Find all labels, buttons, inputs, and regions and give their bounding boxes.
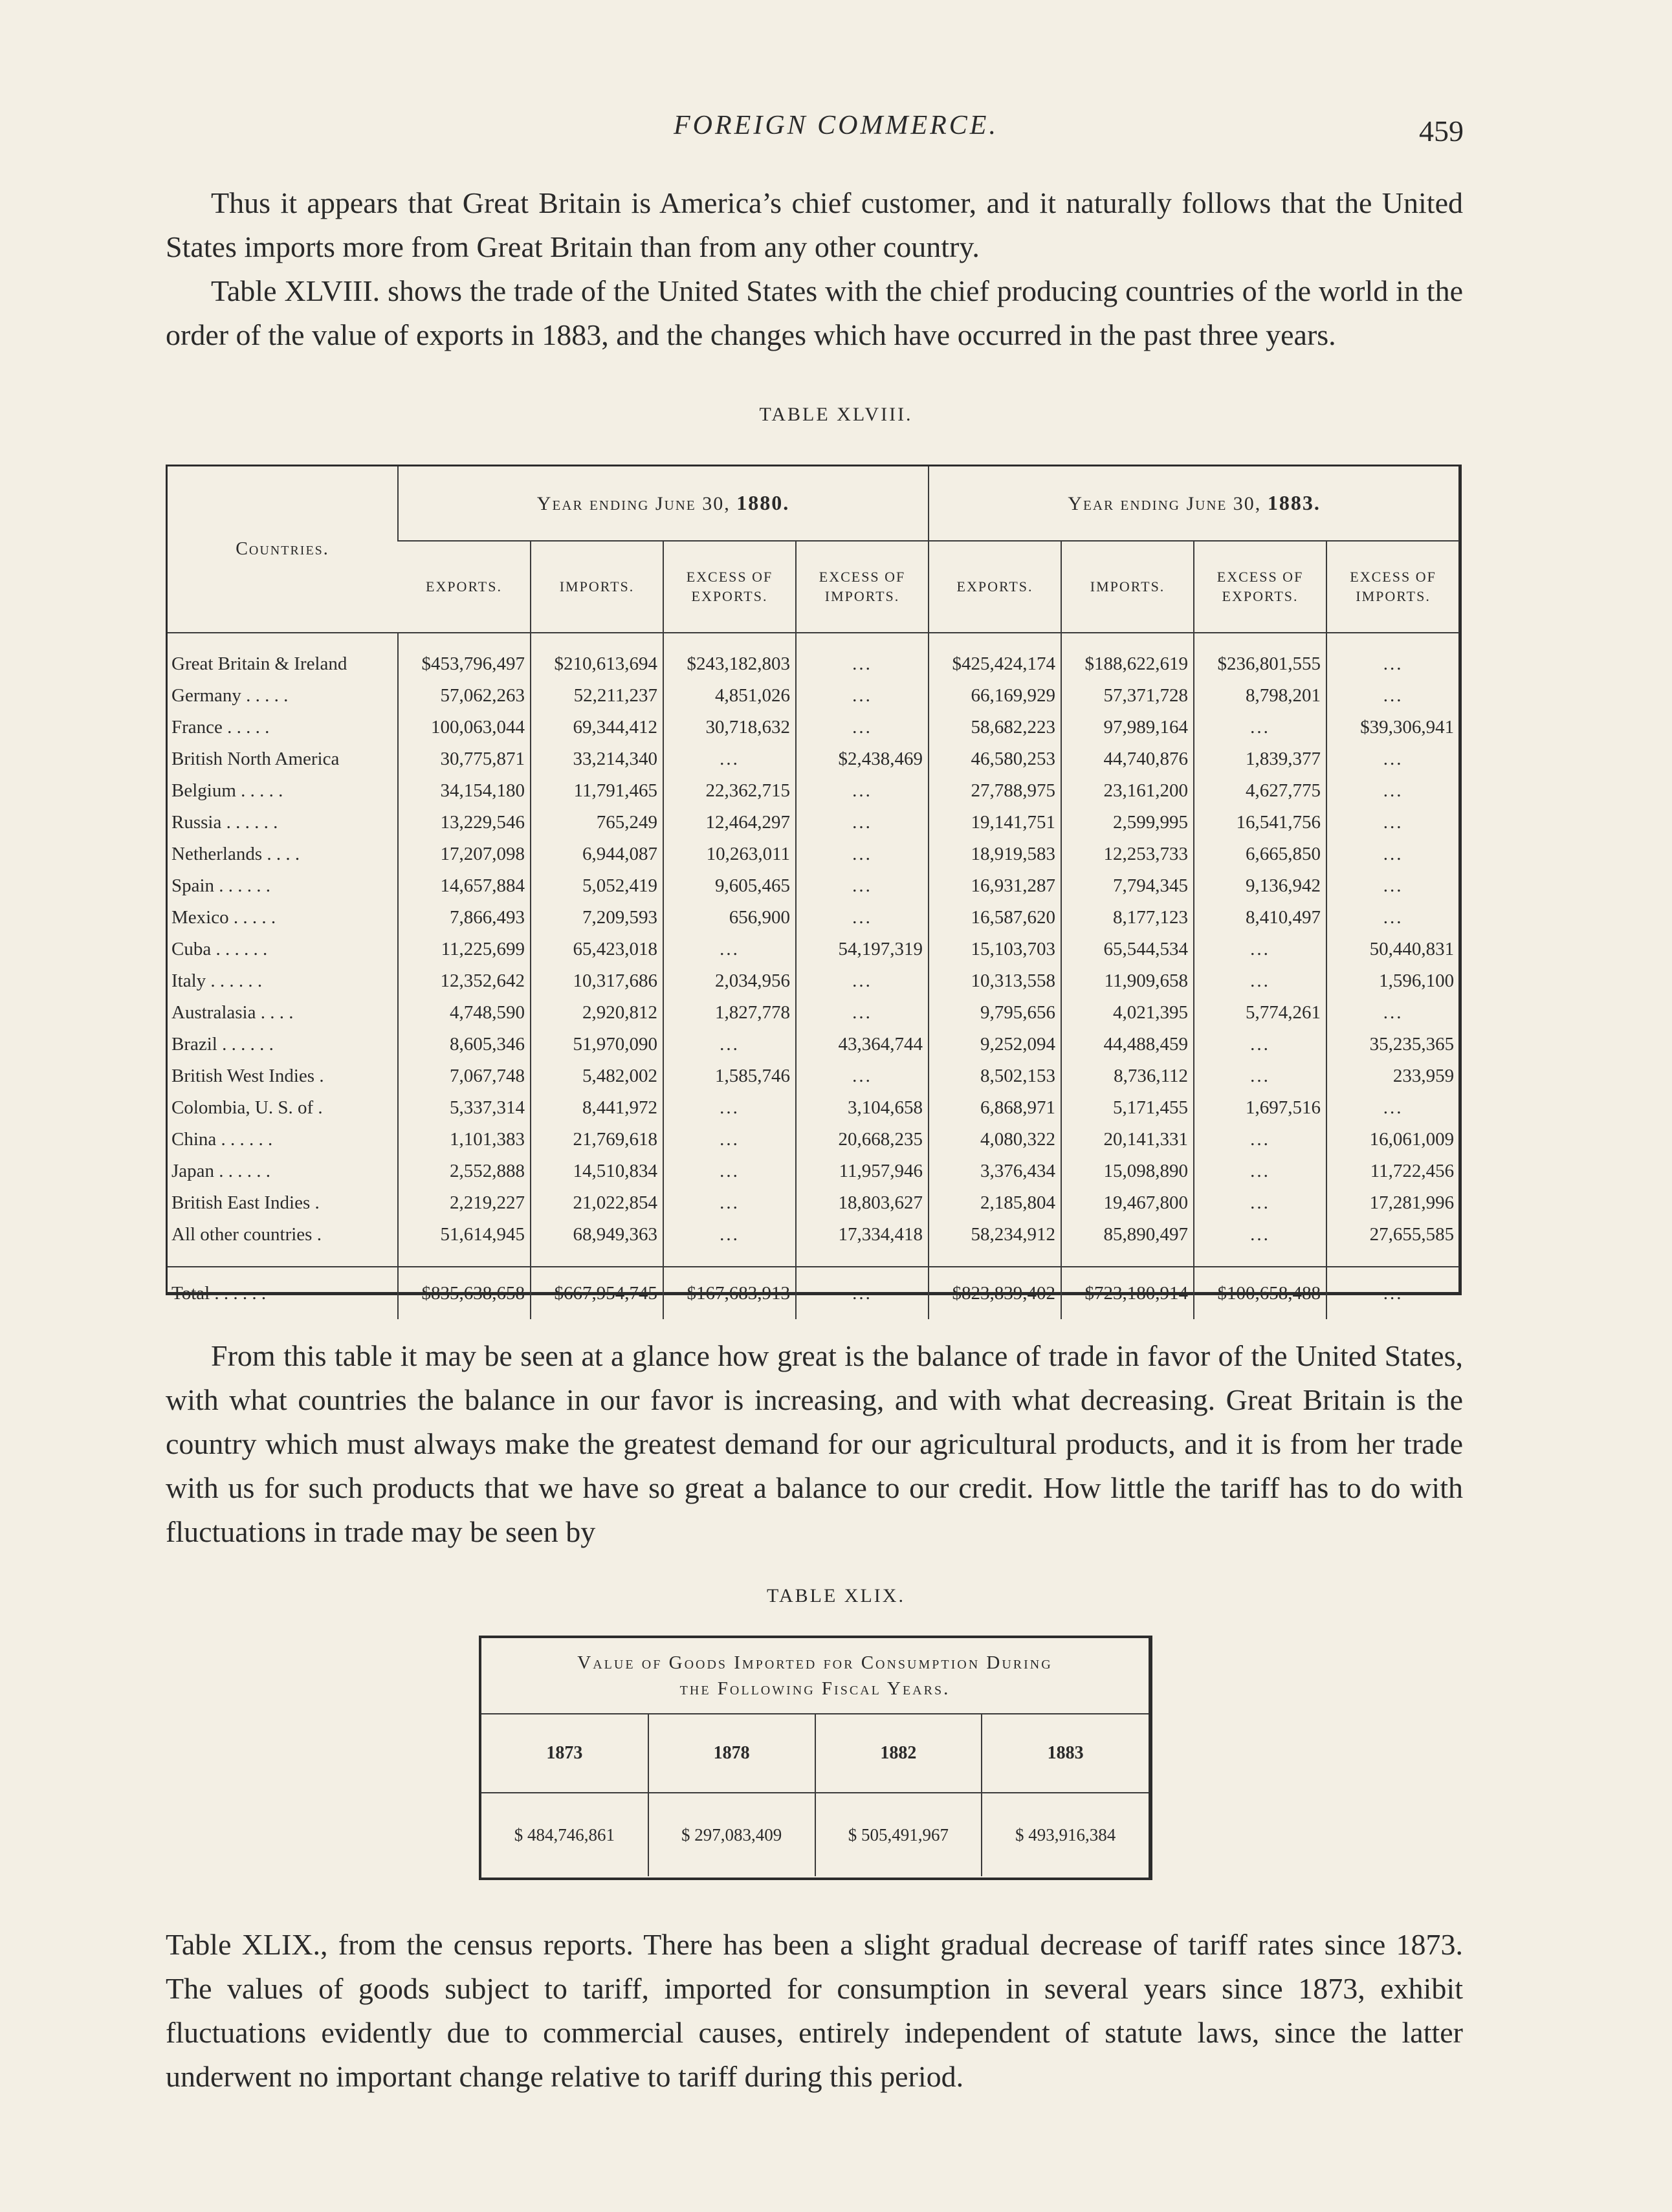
table-cell: 6,944,087: [531, 838, 663, 870]
table-cell: 21,022,854: [531, 1187, 663, 1219]
table-cell: 14,510,834: [531, 1155, 663, 1187]
table-cell: 68,949,363: [531, 1219, 663, 1267]
table-cell: ...: [663, 1155, 796, 1187]
year-header: 1883: [982, 1714, 1149, 1793]
year-1883: 1883.: [1267, 491, 1321, 514]
table-cell: $243,182,803: [663, 633, 796, 680]
column-header: EXPORTS.: [929, 541, 1061, 633]
table-cell: 7,794,345: [1061, 870, 1194, 902]
table-cell: ...: [663, 934, 796, 965]
table-row: [168, 1219, 1459, 1267]
table-cell: 7,866,493: [398, 902, 531, 934]
countries-header: Countries.: [168, 466, 398, 633]
table-cell: 51,614,945: [398, 1219, 531, 1267]
table-cell: 15,098,890: [1061, 1155, 1194, 1187]
table-row: [168, 902, 1459, 934]
column-header: EXCESS OF IMPORTS.: [1326, 541, 1459, 633]
table-cell: 43,364,744: [796, 1029, 929, 1060]
table-cell: 11,791,465: [531, 775, 663, 807]
table-cell: 3,376,434: [929, 1155, 1061, 1187]
column-header: EXCESS OF EXPORTS.: [1194, 541, 1326, 633]
table-cell: 65,423,018: [531, 934, 663, 965]
table-row: [168, 1124, 1459, 1155]
column-header: EXCESS OF EXPORTS.: [663, 541, 796, 633]
table-cell: 6,665,850: [1194, 838, 1326, 870]
table-cell: ...: [796, 775, 929, 807]
table-cell: ...: [1326, 807, 1459, 838]
column-header: IMPORTS.: [1061, 541, 1194, 633]
table-cell: $453,796,497: [398, 633, 531, 680]
table-cell: ...: [663, 1124, 796, 1155]
table-cell: ...: [796, 902, 929, 934]
table-cell: ...: [1194, 1155, 1326, 1187]
table-cell: 100,063,044: [398, 712, 531, 743]
table-cell: 1,827,778: [663, 997, 796, 1029]
table-cell: 2,552,888: [398, 1155, 531, 1187]
table-cell: 8,798,201: [1194, 680, 1326, 712]
table-cell: 11,225,699: [398, 934, 531, 965]
table-cell: $425,424,174: [929, 633, 1061, 680]
year-1883-label: Year ending June 30,: [1068, 493, 1268, 514]
table-cell: 15,103,703: [929, 934, 1061, 965]
table-cell: 27,655,585: [1326, 1219, 1459, 1267]
table-cell: 35,235,365: [1326, 1029, 1459, 1060]
value-cell: $ 493,916,384: [982, 1793, 1149, 1876]
table-cell: 10,317,686: [531, 965, 663, 997]
paragraph-3: [166, 1334, 1463, 1554]
table-cell: 1,596,100: [1326, 965, 1459, 997]
table-cell: ...: [1326, 838, 1459, 870]
table-cell: ...: [796, 870, 929, 902]
year-1880-label: Year ending June 30,: [536, 493, 737, 514]
table-49-title: [481, 1638, 1149, 1714]
table-cell: 11,909,658: [1061, 965, 1194, 997]
table-row: [168, 775, 1459, 807]
year-1883-header: [929, 466, 1459, 541]
total-cell: ...: [796, 1267, 929, 1319]
table-cell: 2,599,995: [1061, 807, 1194, 838]
year-header: 1882: [815, 1714, 982, 1793]
table-cell: ...: [1194, 1124, 1326, 1155]
country-name: Italy . . . . . .: [171, 970, 263, 991]
table-cell: 9,795,656: [929, 997, 1061, 1029]
table-cell: 17,207,098: [398, 838, 531, 870]
year-row: [481, 1714, 1149, 1793]
table-cell: 5,171,455: [1061, 1092, 1194, 1124]
column-header: EXPORTS.: [398, 541, 531, 633]
table-cell: 12,352,642: [398, 965, 531, 997]
table-cell: 33,214,340: [531, 743, 663, 775]
table-cell: 12,253,733: [1061, 838, 1194, 870]
table-cell: ...: [663, 743, 796, 775]
table-row: [168, 1060, 1459, 1092]
table-cell: 97,989,164: [1061, 712, 1194, 743]
table-cell: ...: [796, 807, 929, 838]
table-cell: ...: [796, 965, 929, 997]
table-cell: $236,801,555: [1194, 633, 1326, 680]
country-name: Russia . . . . . .: [171, 812, 278, 833]
country-name: Netherlands . . . .: [171, 844, 300, 864]
table-cell: 54,197,319: [796, 934, 929, 965]
table-cell: ...: [1194, 1219, 1326, 1267]
paragraph-1: [166, 181, 1463, 269]
table-row: [168, 934, 1459, 965]
table-cell: 17,281,996: [1326, 1187, 1459, 1219]
table-49-title-line-2: the Following Fiscal Years.: [679, 1678, 951, 1699]
table-49-caption: TABLE XLIX.: [767, 1585, 905, 1606]
table-cell: 44,488,459: [1061, 1029, 1194, 1060]
table-cell: 19,141,751: [929, 807, 1061, 838]
table-cell: 52,211,237: [531, 680, 663, 712]
table-cell: ...: [796, 680, 929, 712]
value-cell: $ 505,491,967: [815, 1793, 982, 1876]
table-row: [168, 1187, 1459, 1219]
paragraph-2: [166, 269, 1463, 357]
table-cell: 8,410,497: [1194, 902, 1326, 934]
table-cell: 30,775,871: [398, 743, 531, 775]
country-name: Germany . . . . .: [171, 685, 289, 706]
table-cell: ...: [1326, 1092, 1459, 1124]
table-cell: ...: [1326, 870, 1459, 902]
table-cell: 50,440,831: [1326, 934, 1459, 965]
table-cell: ...: [1326, 902, 1459, 934]
total-cell: $100,658,488: [1194, 1267, 1326, 1319]
table-cell: ...: [796, 712, 929, 743]
table-cell: ...: [1194, 965, 1326, 997]
table-cell: 1,839,377: [1194, 743, 1326, 775]
table-cell: 46,580,253: [929, 743, 1061, 775]
table-row: [168, 1029, 1459, 1060]
total-cell: ...: [1326, 1267, 1459, 1319]
country-name: Brazil . . . . . .: [171, 1034, 274, 1055]
country-name: Great Britain & Ireland: [171, 653, 347, 674]
country-name: Australasia . . . .: [171, 1002, 294, 1023]
table-cell: 656,900: [663, 902, 796, 934]
table-cell: $39,306,941: [1326, 712, 1459, 743]
table-cell: 6,868,971: [929, 1092, 1061, 1124]
table-cell: 12,464,297: [663, 807, 796, 838]
table-row: [168, 870, 1459, 902]
table-cell: 8,736,112: [1061, 1060, 1194, 1092]
table-cell: 1,697,516: [1194, 1092, 1326, 1124]
value-cell: $ 484,746,861: [514, 1824, 615, 1845]
paragraph-2-text: Table XLVIII. shows the trade of the United States with the chief producing countries of the world in the order of the value of exports in 1883, and the changes which have occurred in the past three years.: [166, 274, 1463, 351]
total-cell: $723,180,914: [1061, 1267, 1194, 1319]
table-cell: 19,467,800: [1061, 1187, 1194, 1219]
paragraph-3-text: From this table it may be seen at a glance how great is the balance of trade in favor of the United States, with what countries the balance in our favor is increasing, and with what decreasing. Great Britain is the country which must always make the greatest demand for our agricultural products, and it is from her trade with us for such products that we have so great a balance to our credit. How little the tariff has to do with fluctuations in trade may be seen by: [166, 1339, 1463, 1548]
table-cell: 1,585,746: [663, 1060, 796, 1092]
total-cell: $667,954,745: [531, 1267, 663, 1319]
table-cell: 16,587,620: [929, 902, 1061, 934]
table-cell: 69,344,412: [531, 712, 663, 743]
table-cell: ...: [1326, 775, 1459, 807]
table-cell: $210,613,694: [531, 633, 663, 680]
table-cell: 233,959: [1326, 1060, 1459, 1092]
table-cell: ...: [663, 1029, 796, 1060]
table-row: [168, 807, 1459, 838]
country-name: Colombia, U. S. of .: [171, 1097, 323, 1118]
table-cell: 4,080,322: [929, 1124, 1061, 1155]
country-name: All other countries .: [171, 1224, 322, 1245]
table-cell: 85,890,497: [1061, 1219, 1194, 1267]
table-cell: 14,657,884: [398, 870, 531, 902]
country-name: Mexico . . . . .: [171, 907, 276, 928]
table-row: [168, 680, 1459, 712]
table-cell: 11,957,946: [796, 1155, 929, 1187]
table-cell: 44,740,876: [1061, 743, 1194, 775]
country-name: British East Indies .: [171, 1192, 320, 1213]
table-cell: 23,161,200: [1061, 775, 1194, 807]
table-cell: 8,605,346: [398, 1029, 531, 1060]
table-cell: 7,209,593: [531, 902, 663, 934]
table-cell: ...: [796, 1060, 929, 1092]
table-cell: 30,718,632: [663, 712, 796, 743]
table-cell: 51,970,090: [531, 1029, 663, 1060]
table-cell: ...: [1194, 1029, 1326, 1060]
table-cell: 5,052,419: [531, 870, 663, 902]
table-cell: 7,067,748: [398, 1060, 531, 1092]
table-cell: 9,605,465: [663, 870, 796, 902]
country-name: Spain . . . . . .: [171, 875, 271, 896]
table-cell: 5,482,002: [531, 1060, 663, 1092]
table-cell: 57,371,728: [1061, 680, 1194, 712]
table-row: [168, 997, 1459, 1029]
table-cell: 4,627,775: [1194, 775, 1326, 807]
table-cell: 10,263,011: [663, 838, 796, 870]
table-cell: $2,438,469: [796, 743, 929, 775]
table-48: [166, 465, 1462, 1304]
table-cell: 1,101,383: [398, 1124, 531, 1155]
table-cell: ...: [796, 997, 929, 1029]
table-cell: 3,104,658: [796, 1092, 929, 1124]
table-49: [479, 1636, 1152, 1880]
table-cell: 57,062,263: [398, 680, 531, 712]
total-cell: $823,839,402: [929, 1267, 1061, 1319]
table-cell: 34,154,180: [398, 775, 531, 807]
table-cell: 65,544,534: [1061, 934, 1194, 965]
table-cell: ...: [796, 633, 929, 680]
table-cell: 4,851,026: [663, 680, 796, 712]
table-cell: 2,219,227: [398, 1187, 531, 1219]
table-cell: 10,313,558: [929, 965, 1061, 997]
table-cell: 4,021,395: [1061, 997, 1194, 1029]
country-name: France . . . . .: [171, 717, 270, 738]
table-48-caption: TABLE XLVIII.: [759, 404, 913, 425]
table-cell: ...: [1194, 1060, 1326, 1092]
table-cell: 2,920,812: [531, 997, 663, 1029]
value-row: [481, 1793, 1149, 1876]
total-label: Total . . . . . .: [168, 1267, 398, 1319]
table-cell: 2,034,956: [663, 965, 796, 997]
country-name: Belgium . . . . .: [171, 780, 283, 801]
table-cell: 8,177,123: [1061, 902, 1194, 934]
table-cell: 5,774,261: [1194, 997, 1326, 1029]
table-cell: ...: [1326, 633, 1459, 680]
table-cell: ...: [663, 1092, 796, 1124]
table-cell: 16,931,287: [929, 870, 1061, 902]
column-header: EXCESS OF IMPORTS.: [796, 541, 929, 633]
total-cell: $167,683,913: [663, 1267, 796, 1319]
table-row: [168, 1155, 1459, 1187]
paragraph-4-text: Table XLIX., from the census reports. There has been a slight gradual decrease of tariff rates since 1873. The values of goods subject to tariff, imported for consumption in several years since 1873, exhibit fluctuations evidently due to commercial causes, entirely independent of statute laws, since the latter underwent no important change relative to tariff during this period.: [166, 1928, 1463, 2093]
table-cell: 17,334,418: [796, 1219, 929, 1267]
table-cell: 27,788,975: [929, 775, 1061, 807]
table-cell: 58,234,912: [929, 1219, 1061, 1267]
table-cell: 8,502,153: [929, 1060, 1061, 1092]
table-cell: ...: [663, 1219, 796, 1267]
total-row: [168, 1267, 1459, 1319]
table-cell: ...: [1326, 997, 1459, 1029]
column-header: IMPORTS.: [531, 541, 663, 633]
table-cell: ...: [1326, 743, 1459, 775]
table-cell: 11,722,456: [1326, 1155, 1459, 1187]
table-row: [168, 712, 1459, 743]
year-header: 1878: [648, 1714, 815, 1793]
country-name: British West Indies .: [171, 1066, 324, 1086]
table-cell: 9,136,942: [1194, 870, 1326, 902]
table-row: [168, 965, 1459, 997]
table-cell: ...: [1326, 680, 1459, 712]
table-cell: ...: [1194, 934, 1326, 965]
table-cell: ...: [663, 1187, 796, 1219]
table-cell: 2,185,804: [929, 1187, 1061, 1219]
country-name: British North America: [171, 749, 340, 769]
table-cell: 9,252,094: [929, 1029, 1061, 1060]
value-cell: $ 297,083,409: [648, 1793, 815, 1876]
table-cell: ...: [1194, 1187, 1326, 1219]
table-cell: 22,362,715: [663, 775, 796, 807]
table-49-title-line-1: Value of Goods Imported for Consumption During: [577, 1652, 1053, 1673]
table-cell: 20,668,235: [796, 1124, 929, 1155]
table-row: [168, 743, 1459, 775]
table-cell: ...: [796, 838, 929, 870]
table-cell: 8,441,972: [531, 1092, 663, 1124]
table-cell: 13,229,546: [398, 807, 531, 838]
table-row: [168, 838, 1459, 870]
table-cell: 16,541,756: [1194, 807, 1326, 838]
paragraph-4: [166, 1923, 1463, 2099]
country-name: Cuba . . . . . .: [171, 939, 268, 959]
country-name: China . . . . . .: [171, 1129, 273, 1150]
country-name: Japan . . . . . .: [171, 1161, 271, 1181]
table-cell: 16,061,009: [1326, 1124, 1459, 1155]
year-1880-header: [398, 466, 929, 541]
year-1880: 1880.: [736, 491, 790, 514]
paragraph-1-text: Thus it appears that Great Britain is America’s chief customer, and it naturally follows that the United States imports more from Great Britain than from any other country.: [166, 186, 1463, 263]
table-row: [168, 633, 1459, 680]
table-cell: 66,169,929: [929, 680, 1061, 712]
page-number: 459: [1419, 115, 1464, 148]
table-cell: 18,803,627: [796, 1187, 929, 1219]
table-cell: ...: [1194, 712, 1326, 743]
table-cell: 21,769,618: [531, 1124, 663, 1155]
table-cell: 18,919,583: [929, 838, 1061, 870]
table-row: [168, 1092, 1459, 1124]
table-cell: 20,141,331: [1061, 1124, 1194, 1155]
year-header: 1873: [481, 1714, 648, 1793]
running-title: FOREIGN COMMERCE.: [674, 111, 998, 140]
table-cell: 5,337,314: [398, 1092, 531, 1124]
total-cell: $835,638,658: [398, 1267, 531, 1319]
table-cell: $188,622,619: [1061, 633, 1194, 680]
table-cell: 765,249: [531, 807, 663, 838]
table-cell: 58,682,223: [929, 712, 1061, 743]
table-cell: 4,748,590: [398, 997, 531, 1029]
